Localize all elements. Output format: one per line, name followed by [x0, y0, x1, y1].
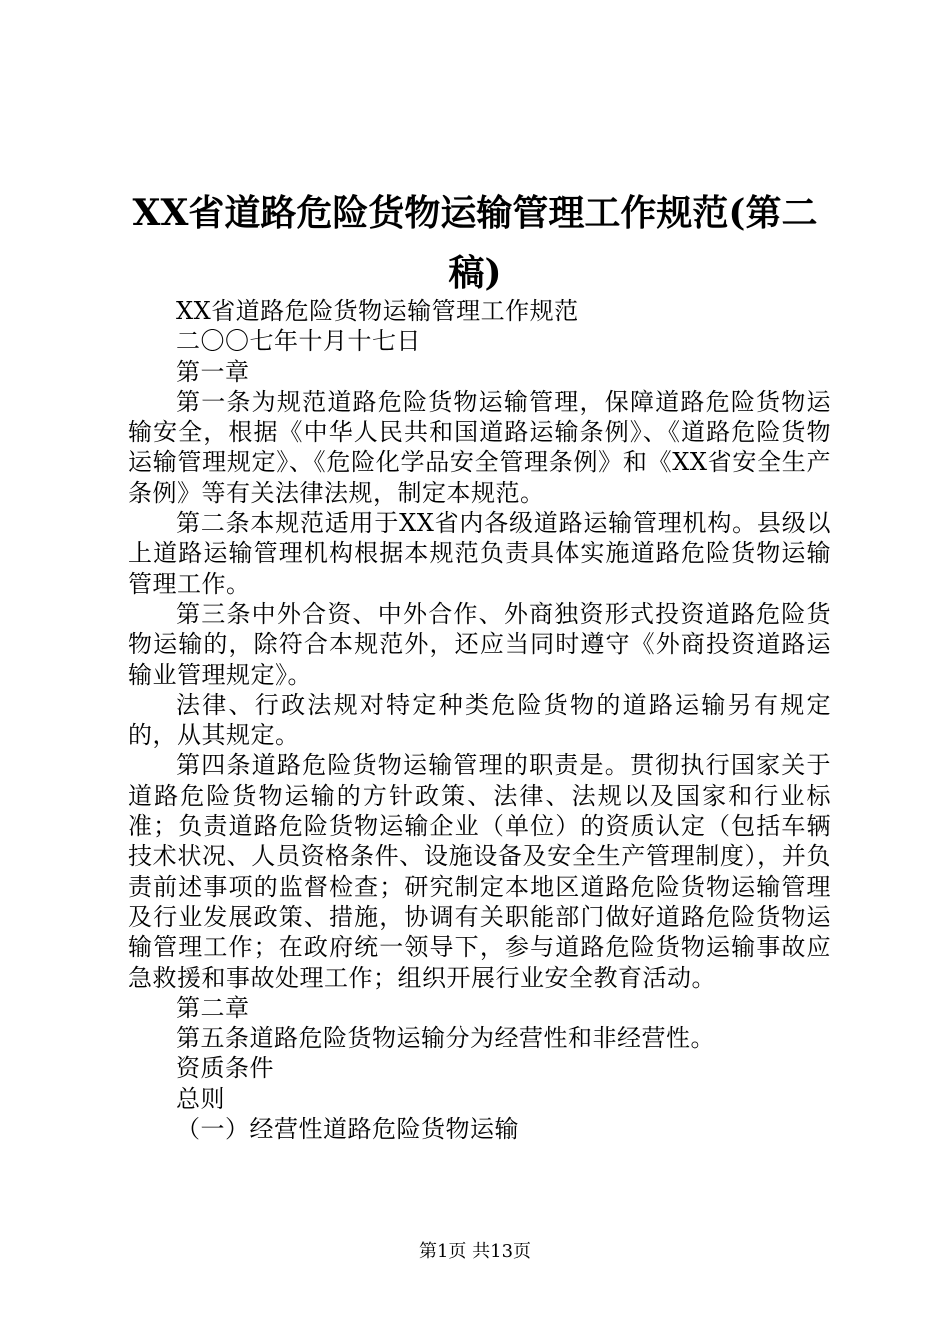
- page-footer: 第1页 共13页: [418, 1241, 532, 1262]
- paragraph-date: 二〇〇七年十月十七日: [176, 327, 421, 356]
- paragraph-chapter-2: 第二章: [176, 993, 250, 1022]
- paragraph-general: 总则: [176, 1084, 225, 1113]
- paragraph-article-3: 第三条中外合资、中外合作、外商独资形式投资道路危险货物运输的，除符合本规范外，还应当同时遵守《外商投资道路运输业管理规定》。: [128, 599, 831, 689]
- paragraph-article-3-note: 法律、行政法规对特定种类危险货物的道路运输另有规定的，从其规定。: [128, 690, 831, 750]
- paragraph-article-1: 第一条为规范道路危险货物运输管理，保障道路危险货物运输安全，根据《中华人民共和国道路运输条例》、《道路危险货物运输管理规定》、《危险化学品安全管理条例》和《XX省安全生产条例》等有关法律法规，制定本规范。: [128, 387, 831, 507]
- paragraph-item-1: （一）经营性道路危险货物运输: [176, 1115, 519, 1144]
- paragraph-article-2: 第二条本规范适用于XX省内各级道路运输管理机构。县级以上道路运输管理机构根据本规范负责具体实施道路危险货物运输管理工作。: [128, 509, 831, 598]
- paragraph-chapter-1: 第一章: [176, 357, 250, 386]
- paragraph-article-4: 第四条道路危险货物运输管理的职责是。贯彻执行国家关于道路危险货物运输的方针政策、法律、法规以及国家和行业标准；负责道路危险货物运输企业（单位）的资质认定（包括车辆技术状况、人员资格条件、设施设备及安全生产管理制度），并负责前述事项的监督检查；研究制定本地区道路危险货物运输管理及行业发展政策、措施，协调有关职能部门做好道路危险货物运输管理工作；在政府统一领导下，参与道路危险货物运输事故应急救援和事故处理工作；组织开展行业安全教育活动。: [128, 751, 831, 992]
- paragraph-article-5: 第五条道路危险货物运输分为经营性和非经营性。: [176, 1024, 715, 1053]
- document-title: XX省道路危险货物运输管理工作规范(第二稿): [132, 192, 818, 294]
- paragraph-subtitle: XX省道路危险货物运输管理工作规范: [176, 297, 579, 325]
- paragraph-qualification: 资质条件: [176, 1054, 274, 1083]
- document-body: [128, 296, 831, 1144]
